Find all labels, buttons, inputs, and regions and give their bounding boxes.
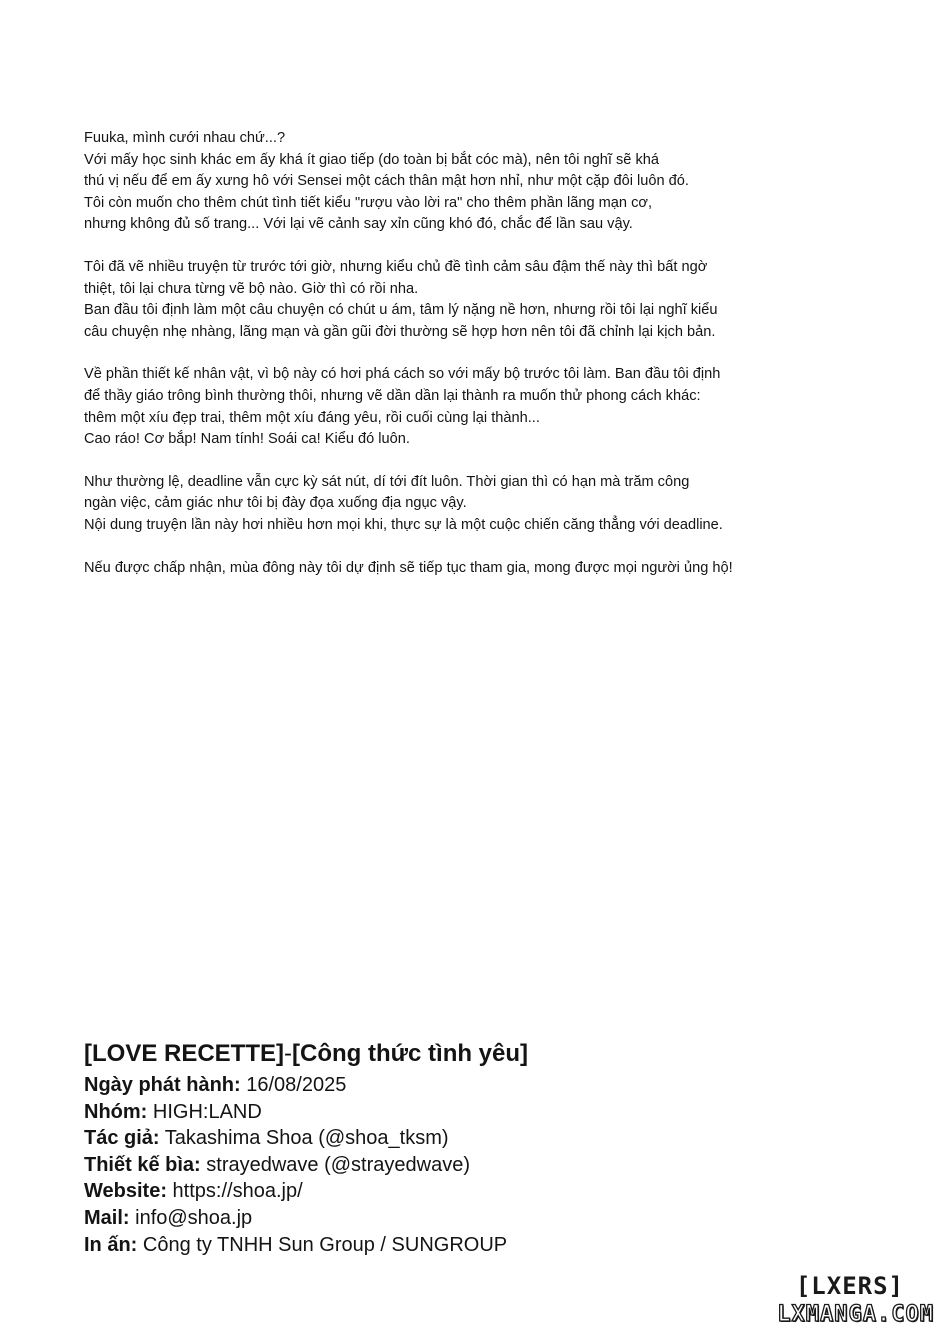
watermark-site-name: LXMANGA.COM <box>777 1302 934 1327</box>
afterword-line: Tôi còn muốn cho thêm chút tình tiết kiểu "rượu vào lời ra" cho thêm phần lãng mạn cơ, <box>84 194 653 211</box>
author-label: Tác giả: <box>84 1127 160 1150</box>
afterword-line: Nếu được chấp nhận, mùa đông này tôi dự định sẽ tiếp tục tham gia, mong được mọi người ủng hộ! <box>84 559 733 576</box>
printer-value: Công ty TNHH Sun Group / SUNGROUP <box>142 1233 508 1256</box>
afterword-paragraph <box>84 364 924 450</box>
afterword-line: ngàn việc, cảm giác như tôi bị đày đọa xuống địa ngục vậy. <box>84 495 467 512</box>
release-date-label: Ngày phát hành: <box>84 1074 241 1096</box>
afterword-line: Nội dung truyện lần này hơi nhiều hơn mọi khi, thực sự là một cuộc chiến căng thẳng với deadline. <box>84 516 723 533</box>
cover-design-value: strayedwave (@strayedwave) <box>206 1153 470 1176</box>
afterword-line: Fuuka, mình cưới nhau chứ...? <box>84 130 286 146</box>
afterword-paragraph <box>84 128 924 236</box>
afterword-line: thú vị nếu để em ấy xưng hô với Sensei một cách thân mật hơn nhỉ, như một cặp đôi luôn đó. <box>84 173 689 190</box>
printer-row <box>84 1232 784 1259</box>
cover-design-row <box>84 1152 784 1179</box>
website-label: Website: <box>84 1180 167 1203</box>
website-row <box>84 1178 784 1205</box>
watermark-group-name: [LXERS] <box>795 1272 904 1300</box>
colophon <box>84 1036 784 1258</box>
site-watermark <box>744 1272 934 1336</box>
release-date-row <box>84 1072 784 1099</box>
title-separator: - <box>284 1040 293 1067</box>
afterword-line: nhưng không đủ số trang... Với lại vẽ cảnh say xỉn cũng khó đó, chắc để lần sau vậy. <box>84 216 633 233</box>
mail-value: info@shoa.jp <box>135 1206 253 1229</box>
colophon-title <box>84 1036 784 1072</box>
afterword-paragraph <box>84 558 924 580</box>
group-label: Nhóm: <box>84 1100 148 1123</box>
printer-label: In ấn: <box>84 1233 138 1256</box>
website-value: https://shoa.jp/ <box>172 1180 303 1203</box>
afterword-line: câu chuyện nhẹ nhàng, lãng mạn và gần gũi đời thường sẽ hợp hơn nên tôi đã chỉnh lại kịch bản. <box>84 323 716 340</box>
afterword-paragraph <box>84 257 924 343</box>
author-row <box>84 1125 784 1152</box>
title-english: [LOVE RECETTE] <box>84 1040 285 1067</box>
afterword-line: thiệt, tôi lại chưa từng vẽ bộ nào. Giờ thì có rồi nha. <box>84 280 419 297</box>
afterword-line: Như thường lệ, deadline vẫn cực kỳ sát nút, dí tới đít luôn. Thời gian thì có hạn mà trăm công <box>84 473 690 490</box>
cover-design-label: Thiết kế bìa: <box>84 1153 201 1176</box>
afterword-line: Ban đầu tôi định làm một câu chuyện có chút u ám, tâm lý nặng nề hơn, nhưng rồi tôi lại nghĩ kiểu <box>84 302 718 319</box>
afterword-line: Tôi đã vẽ nhiều truyện từ trước tới giờ, nhưng kiểu chủ đề tình cảm sâu đậm thế này thì bất ngờ <box>84 258 708 275</box>
afterword-line: Về phần thiết kế nhân vật, vì bộ này có hơi phá cách so với mấy bộ trước tôi làm. Ban đầu tôi định <box>84 366 721 383</box>
release-date-value: 16/08/2025 <box>246 1074 347 1096</box>
group-value: HIGH:LAND <box>152 1100 262 1123</box>
afterword-line: thêm một xíu đẹp trai, thêm một xíu đáng yêu, rồi cuối cùng lại thành... <box>84 409 540 426</box>
author-value: Takashima Shoa (@shoa_tksm) <box>164 1127 449 1150</box>
afterword-paragraph <box>84 472 924 537</box>
afterword-line: Cao ráo! Cơ bắp! Nam tính! Soái ca! Kiểu đó luôn. <box>84 431 410 448</box>
afterword-line: Với mấy học sinh khác em ấy khá ít giao tiếp (do toàn bị bắt cóc mà), nên tôi nghĩ sẽ khá <box>84 151 659 168</box>
afterword-line: để thầy giáo trông bình thường thôi, nhưng vẽ dần dần lại thành ra muốn thử phong cách khác: <box>84 387 701 404</box>
afterword-text <box>84 128 924 600</box>
title-vietnamese: [Công thức tình yêu] <box>292 1040 529 1067</box>
group-row <box>84 1099 784 1126</box>
mail-row <box>84 1205 784 1232</box>
mail-label: Mail: <box>84 1206 130 1229</box>
